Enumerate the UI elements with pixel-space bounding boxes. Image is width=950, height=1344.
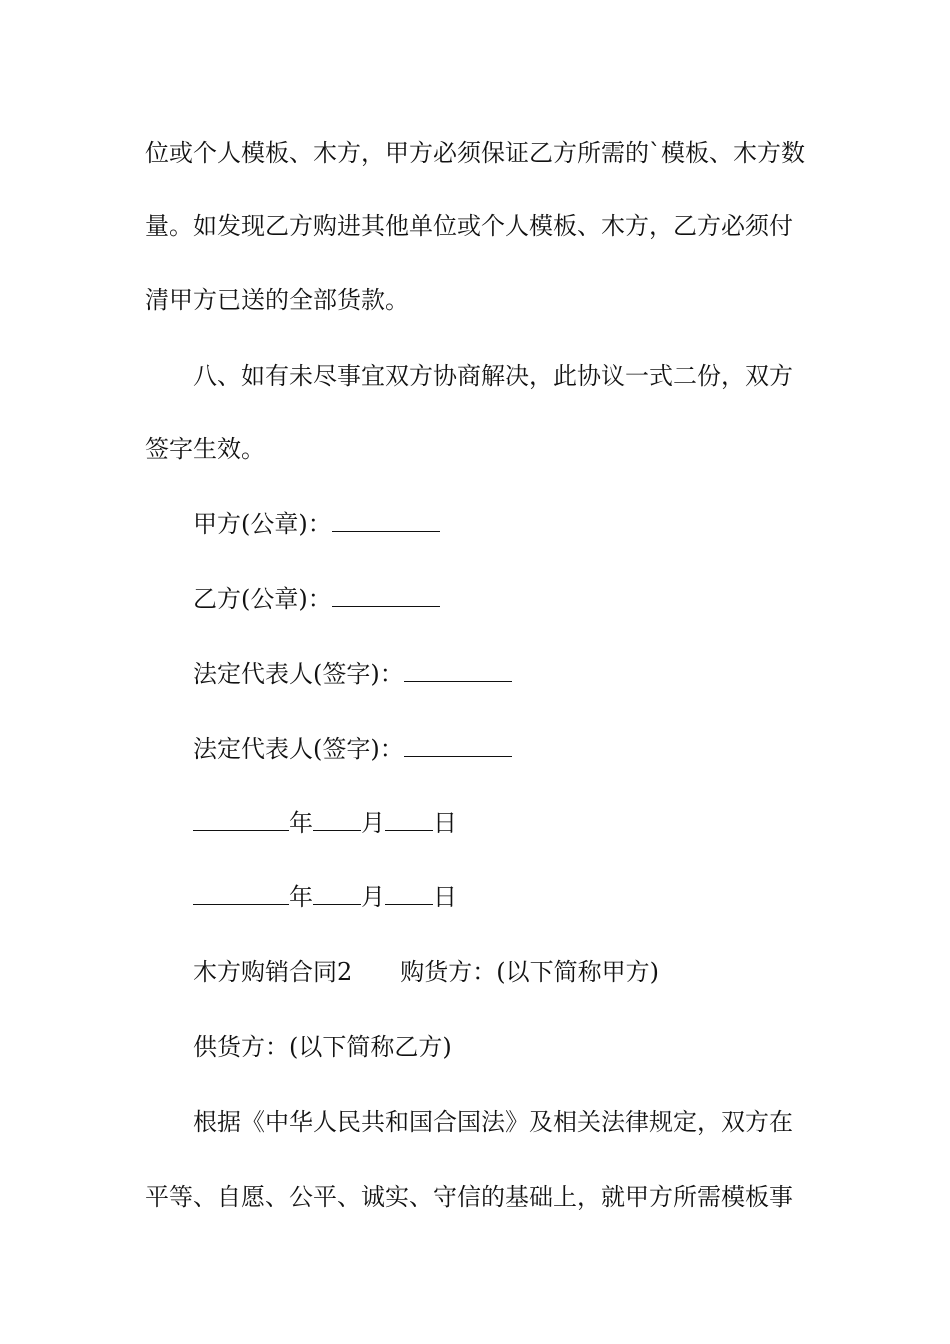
party-b-seal-line [193,584,858,614]
month-label: 月 [361,883,385,911]
year-label: 年 [289,809,313,837]
legal-rep-line [193,734,858,764]
legal-rep-label: 法定代表人(签字)： [193,660,404,688]
day-label: 日 [433,883,457,911]
party-b-label: 乙方(公章)： [193,585,332,613]
paragraph-line: 平等、自愿、公平、诚实、守信的基础上，就甲方所需模板事 [145,1183,793,1211]
month-blank[interactable] [313,882,361,905]
contract-2-heading-line [193,957,858,987]
day-blank[interactable] [385,808,433,831]
month-label: 月 [361,809,385,837]
clause-eight-line: 八、如有未尽事宜双方协商解决，此协议一式二份，双方 [193,362,793,390]
supplier-line: 供货方：(以下简称乙方) [193,1033,452,1061]
party-a-blank[interactable] [332,509,440,532]
party-a-seal-line [193,509,858,539]
date-line [193,882,858,912]
legal-rep-blank[interactable] [404,734,512,757]
year-label: 年 [289,883,313,911]
year-blank[interactable] [193,882,289,905]
party-a-label: 甲方(公章)： [193,510,332,538]
paragraph-line: 位或个人模板、木方，甲方必须保证乙方所需的`模板、木方数 [145,139,805,167]
day-blank[interactable] [385,882,433,905]
paragraph-line: 量。如发现乙方购进其他单位或个人模板、木方，乙方必须付 [145,212,793,240]
contract-title: 木方购销合同2 [193,958,353,986]
paragraph-line: 根据《中华人民共和国合国法》及相关法律规定，双方在 [193,1108,793,1136]
day-label: 日 [433,809,457,837]
date-line [193,808,858,838]
paragraph-line: 清甲方已送的全部货款。 [145,286,409,314]
legal-rep-blank[interactable] [404,659,512,682]
month-blank[interactable] [313,808,361,831]
legal-rep-label: 法定代表人(签字)： [193,735,404,763]
legal-rep-line [193,659,858,689]
party-b-blank[interactable] [332,584,440,607]
paragraph-line: 签字生效。 [145,435,265,463]
year-blank[interactable] [193,808,289,831]
buyer-line: 购货方：(以下简称甲方) [400,958,660,986]
